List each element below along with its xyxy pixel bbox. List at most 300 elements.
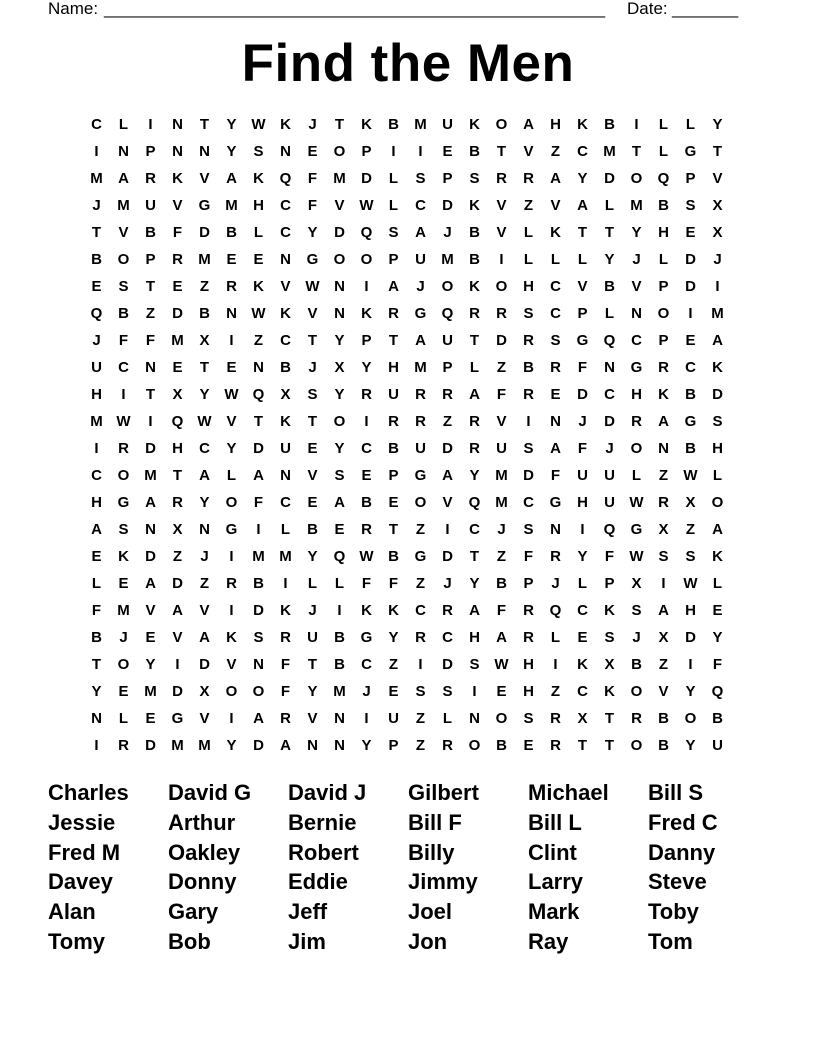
grid-row: [83, 327, 731, 354]
grid-letter: O: [495, 278, 508, 295]
grid-letter: E: [91, 548, 102, 565]
grid-letter: B: [658, 737, 669, 754]
grid-letter: T: [388, 521, 399, 538]
grid-letter: A: [253, 710, 264, 727]
grid-letter: R: [388, 305, 399, 322]
grid-letter: K: [604, 602, 615, 619]
grid-letter: E: [361, 467, 372, 484]
grid-letter: Y: [334, 386, 345, 403]
grid-letter: D: [442, 548, 453, 565]
grid-letter: D: [172, 575, 183, 592]
grid-letter: L: [658, 251, 669, 268]
grid-letter: N: [334, 737, 345, 754]
grid-letter: F: [280, 683, 291, 700]
grid-letter: Y: [361, 737, 372, 754]
grid-letter: C: [415, 197, 426, 214]
grid-letter: K: [658, 386, 669, 403]
grid-letter: E: [685, 224, 696, 241]
grid-letter: U: [577, 467, 588, 484]
grid-letter: F: [496, 602, 507, 619]
grid-letter: A: [550, 170, 561, 187]
grid-letter: G: [549, 494, 562, 511]
grid-letter: I: [229, 602, 234, 619]
grid-letter: V: [658, 683, 669, 700]
grid-letter: Z: [523, 197, 534, 214]
grid-letter: O: [333, 143, 346, 160]
grid-letter: D: [442, 656, 453, 673]
grid-letter: M: [630, 197, 643, 214]
grid-letter: X: [172, 386, 183, 403]
grid-letter: S: [523, 440, 534, 457]
grid-letter: N: [550, 413, 561, 430]
grid-letter: M: [441, 251, 454, 268]
grid-letter: R: [415, 413, 426, 430]
grid-letter: P: [685, 170, 696, 187]
grid-letter: L: [334, 575, 345, 592]
grid-letter: I: [445, 521, 450, 538]
grid-letter: X: [658, 629, 669, 646]
grid-letter: A: [658, 602, 669, 619]
grid-letter: S: [415, 170, 426, 187]
grid-letter: B: [469, 143, 480, 160]
grid-letter: R: [226, 575, 237, 592]
grid-letter: S: [415, 683, 426, 700]
grid-letter: R: [172, 251, 183, 268]
grid-letter: N: [280, 467, 291, 484]
name-label: Name:: [48, 0, 99, 18]
grid-letter: Q: [279, 170, 292, 187]
grid-letter: V: [307, 710, 318, 727]
grid-letter: B: [658, 710, 669, 727]
grid-letter: B: [361, 494, 372, 511]
grid-letter: C: [280, 197, 291, 214]
grid-letter: C: [415, 602, 426, 619]
grid-letter: N: [172, 116, 183, 133]
grid-letter: I: [229, 548, 234, 565]
grid-row: [83, 354, 731, 381]
grid-letter: I: [580, 521, 585, 538]
grid-letter: H: [91, 386, 102, 403]
word-bank-item: David G: [168, 780, 252, 805]
grid-letter: S: [118, 521, 129, 538]
grid-letter: G: [414, 305, 427, 322]
grid-letter: T: [712, 143, 723, 160]
grid-letter: L: [604, 197, 615, 214]
grid-letter: W: [359, 548, 374, 565]
grid-letter: R: [658, 359, 669, 376]
grid-letter: Q: [468, 494, 481, 511]
grid-letter: N: [280, 143, 291, 160]
grid-letter: F: [577, 440, 588, 457]
grid-letter: T: [307, 413, 318, 430]
grid-letter: J: [200, 548, 209, 565]
grid-letter: F: [361, 575, 372, 592]
grid-letter: S: [712, 413, 723, 430]
grid-letter: Q: [360, 224, 373, 241]
grid-letter: G: [630, 359, 643, 376]
grid-letter: K: [361, 116, 372, 133]
grid-letter: B: [604, 116, 615, 133]
grid-letter: V: [334, 197, 345, 214]
grid-row: [83, 570, 731, 597]
grid-letter: Y: [685, 737, 696, 754]
word-bank-item: Larry: [528, 869, 584, 895]
grid-letter: F: [253, 494, 264, 511]
grid-letter: D: [604, 170, 615, 187]
grid-letter: Y: [307, 224, 318, 241]
grid-letter: F: [388, 575, 399, 592]
grid-letter: A: [172, 602, 183, 619]
grid-letter: R: [118, 737, 129, 754]
grid-letter: N: [631, 305, 642, 322]
grid-letter: Z: [550, 143, 561, 160]
grid-letter: L: [523, 224, 534, 241]
grid-row: [83, 246, 731, 273]
grid-letter: L: [388, 197, 399, 214]
grid-letter: D: [334, 224, 345, 241]
grid-letter: R: [523, 629, 534, 646]
grid-letter: T: [469, 548, 480, 565]
grid-letter: X: [280, 386, 291, 403]
grid-letter: Z: [145, 305, 156, 322]
grid-letter: M: [117, 602, 130, 619]
grid-letter: R: [496, 305, 507, 322]
word-bank-item: Arthur: [168, 809, 236, 835]
grid-letter: W: [251, 305, 266, 322]
grid-letter: L: [658, 116, 669, 133]
grid-letter: O: [630, 440, 643, 457]
grid-letter: I: [364, 278, 369, 295]
grid-letter: P: [388, 467, 399, 484]
grid-letter: R: [631, 413, 642, 430]
grid-letter: U: [388, 710, 399, 727]
grid-letter: L: [550, 629, 561, 646]
grid-letter: I: [499, 251, 504, 268]
grid-letter: W: [305, 278, 320, 295]
grid-letter: Y: [712, 116, 723, 133]
grid-letter: V: [199, 710, 210, 727]
grid-letter: V: [199, 602, 210, 619]
grid-letter: N: [145, 521, 156, 538]
grid-letter: A: [712, 521, 723, 538]
grid-letter: T: [631, 143, 642, 160]
grid-letter: T: [604, 710, 615, 727]
grid-letter: M: [171, 737, 184, 754]
grid-letter: Z: [199, 575, 210, 592]
grid-letter: H: [172, 440, 183, 457]
grid-letter: C: [550, 278, 561, 295]
grid-letter: M: [90, 413, 103, 430]
grid-letter: V: [172, 197, 183, 214]
grid-letter: F: [496, 386, 507, 403]
grid-letter: O: [468, 737, 481, 754]
grid-row: [83, 435, 731, 462]
word-bank-item: Danny: [648, 839, 716, 865]
grid-letter: B: [496, 575, 507, 592]
grid-letter: B: [496, 737, 507, 754]
grid-letter: M: [90, 170, 103, 187]
grid-row: [83, 165, 731, 192]
grid-letter: U: [604, 467, 615, 484]
grid-letter: D: [604, 413, 615, 430]
grid-letter: I: [688, 656, 693, 673]
grid-letter: F: [307, 197, 318, 214]
grid-letter: Y: [604, 251, 615, 268]
grid-letter: V: [199, 170, 210, 187]
grid-letter: A: [145, 494, 156, 511]
grid-letter: U: [442, 116, 453, 133]
grid-letter: P: [361, 143, 372, 160]
grid-letter: X: [712, 197, 723, 214]
grid-letter: R: [118, 440, 129, 457]
grid-row: [83, 651, 731, 678]
grid-letter: U: [604, 494, 615, 511]
grid-row: [83, 300, 731, 327]
grid-letter: J: [632, 629, 641, 646]
grid-letter: H: [550, 116, 561, 133]
grid-letter: Y: [334, 332, 345, 349]
grid-letter: Y: [631, 224, 642, 241]
grid-letter: I: [364, 710, 369, 727]
grid-letter: R: [523, 332, 534, 349]
grid-letter: L: [523, 251, 534, 268]
grid-letter: K: [469, 116, 480, 133]
grid-letter: S: [253, 143, 264, 160]
grid-letter: Q: [603, 521, 616, 538]
grid-letter: Q: [333, 548, 346, 565]
word-bank-item: Tom: [648, 928, 693, 954]
grid-letter: N: [199, 143, 210, 160]
grid-letter: D: [442, 440, 453, 457]
grid-letter: H: [91, 494, 102, 511]
page-title: Find the Men: [241, 34, 575, 93]
grid-letter: Y: [226, 116, 237, 133]
grid-letter: O: [225, 683, 238, 700]
word-bank-item: Bob: [168, 928, 211, 954]
word-bank-item: Eddie: [288, 869, 348, 895]
grid-letter: R: [550, 737, 561, 754]
word-bank-item: Toby: [648, 899, 699, 925]
grid-letter: Y: [226, 143, 237, 160]
grid-letter: Y: [388, 629, 399, 646]
grid-letter: B: [388, 440, 399, 457]
grid-letter: D: [361, 170, 372, 187]
grid-letter: N: [334, 278, 345, 295]
grid-letter: G: [576, 332, 589, 349]
grid-letter: K: [712, 359, 723, 376]
grid-letter: X: [658, 521, 669, 538]
grid-letter: S: [442, 683, 453, 700]
grid-letter: D: [712, 386, 723, 403]
grid-letter: V: [631, 278, 642, 295]
grid-letter: F: [280, 656, 291, 673]
grid-letter: I: [229, 332, 234, 349]
grid-letter: U: [415, 251, 426, 268]
grid-letter: N: [550, 521, 561, 538]
grid-letter: T: [307, 332, 318, 349]
grid-letter: C: [361, 440, 372, 457]
grid-letter: P: [145, 251, 156, 268]
grid-letter: T: [199, 359, 210, 376]
grid-letter: K: [550, 224, 561, 241]
word-bank: [48, 778, 768, 957]
grid-letter: B: [334, 629, 345, 646]
grid-letter: G: [171, 710, 184, 727]
grid-letter: Y: [469, 575, 480, 592]
grid-letter: F: [604, 548, 615, 565]
grid-letter: O: [117, 467, 130, 484]
grid-letter: I: [337, 602, 342, 619]
grid-letter: S: [118, 278, 129, 295]
grid-letter: H: [712, 440, 723, 457]
grid-letter: H: [388, 359, 399, 376]
grid-letter: A: [469, 386, 480, 403]
grid-letter: T: [496, 143, 507, 160]
grid-letter: V: [307, 467, 318, 484]
grid-letter: N: [658, 440, 669, 457]
grid-letter: B: [685, 440, 696, 457]
grid-row: [83, 597, 731, 624]
word-bank-item: Donny: [168, 869, 237, 895]
grid-letter: D: [145, 440, 156, 457]
grid-letter: D: [685, 278, 696, 295]
grid-letter: D: [253, 602, 264, 619]
grid-letter: C: [631, 332, 642, 349]
grid-letter: L: [226, 467, 237, 484]
grid-letter: R: [631, 710, 642, 727]
grid-letter: S: [253, 629, 264, 646]
grid-letter: V: [523, 143, 534, 160]
word-bank-item: Michael: [528, 780, 609, 805]
grid-letter: G: [117, 494, 130, 511]
grid-letter: K: [253, 170, 264, 187]
grid-letter: A: [280, 737, 291, 754]
grid-letter: E: [118, 575, 129, 592]
grid-letter: F: [145, 332, 156, 349]
grid-letter: E: [118, 683, 129, 700]
grid-letter: E: [496, 683, 507, 700]
grid-letter: N: [253, 656, 264, 673]
word-bank-item: Fred M: [48, 839, 121, 865]
grid-letter: I: [94, 737, 99, 754]
grid-letter: G: [684, 413, 697, 430]
grid-letter: D: [172, 305, 183, 322]
grid-letter: C: [91, 467, 102, 484]
grid-letter: E: [550, 386, 561, 403]
grid-letter: E: [307, 494, 318, 511]
grid-letter: F: [172, 224, 183, 241]
grid-letter: D: [685, 251, 696, 268]
grid-letter: T: [91, 224, 102, 241]
grid-letter: A: [577, 197, 588, 214]
grid-letter: H: [685, 602, 696, 619]
grid-letter: A: [442, 467, 453, 484]
grid-letter: Y: [469, 467, 480, 484]
grid-letter: H: [523, 683, 534, 700]
grid-letter: V: [280, 278, 291, 295]
grid-letter: C: [280, 224, 291, 241]
grid-letter: C: [199, 440, 210, 457]
grid-letter: R: [388, 413, 399, 430]
grid-letter: C: [280, 332, 291, 349]
grid-letter: S: [523, 521, 534, 538]
grid-letter: I: [256, 521, 261, 538]
date-label: Date:: [627, 0, 668, 18]
grid-letter: K: [280, 305, 291, 322]
grid-letter: S: [523, 305, 534, 322]
date-field-line[interactable]: _______: [672, 0, 739, 18]
grid-letter: E: [685, 332, 696, 349]
grid-letter: A: [199, 467, 210, 484]
grid-letter: Y: [334, 440, 345, 457]
grid-letter: J: [713, 251, 722, 268]
grid-letter: Y: [685, 683, 696, 700]
grid-letter: F: [307, 170, 318, 187]
grid-letter: R: [523, 602, 534, 619]
grid-letter: L: [577, 251, 588, 268]
grid-letter: V: [226, 413, 237, 430]
grid-letter: V: [118, 224, 129, 241]
grid-letter: S: [631, 602, 642, 619]
grid-letter: J: [497, 521, 506, 538]
grid-letter: F: [91, 602, 102, 619]
grid-letter: C: [577, 602, 588, 619]
grid-row: [83, 192, 731, 219]
grid-letter: B: [469, 251, 480, 268]
grid-row: [83, 381, 731, 408]
grid-letter: V: [442, 494, 453, 511]
grid-letter: R: [469, 440, 480, 457]
grid-letter: B: [685, 386, 696, 403]
grid-letter: R: [442, 737, 453, 754]
grid-letter: M: [495, 494, 508, 511]
grid-letter: C: [361, 656, 372, 673]
grid-letter: H: [253, 197, 264, 214]
grid-letter: T: [604, 224, 615, 241]
grid-letter: O: [225, 494, 238, 511]
header: [48, 0, 742, 20]
grid-letter: T: [172, 467, 183, 484]
grid-letter: L: [442, 710, 453, 727]
grid-letter: W: [224, 386, 239, 403]
grid-letter: S: [388, 224, 399, 241]
grid-letter: L: [388, 170, 399, 187]
grid-letter: P: [658, 332, 669, 349]
grid-letter: E: [388, 494, 399, 511]
grid-letter: O: [117, 251, 130, 268]
grid-letter: R: [523, 386, 534, 403]
grid-letter: R: [361, 386, 372, 403]
grid-letter: R: [496, 170, 507, 187]
grid-letter: Z: [550, 683, 561, 700]
word-bank-item: Bill L: [528, 809, 582, 835]
grid-letter: P: [604, 575, 615, 592]
grid-letter: M: [198, 251, 211, 268]
grid-letter: Z: [658, 656, 669, 673]
grid-letter: A: [226, 170, 237, 187]
grid-letter: F: [550, 467, 561, 484]
grid-letter: E: [523, 737, 534, 754]
grid-letter: L: [550, 251, 561, 268]
grid-letter: L: [631, 467, 642, 484]
name-field-line[interactable]: _____________________________________________________: [104, 0, 606, 18]
grid-letter: N: [91, 710, 102, 727]
grid-letter: U: [712, 737, 723, 754]
grid-letter: M: [144, 467, 157, 484]
grid-letter: R: [145, 170, 156, 187]
grid-letter: R: [415, 629, 426, 646]
grid-letter: K: [253, 278, 264, 295]
